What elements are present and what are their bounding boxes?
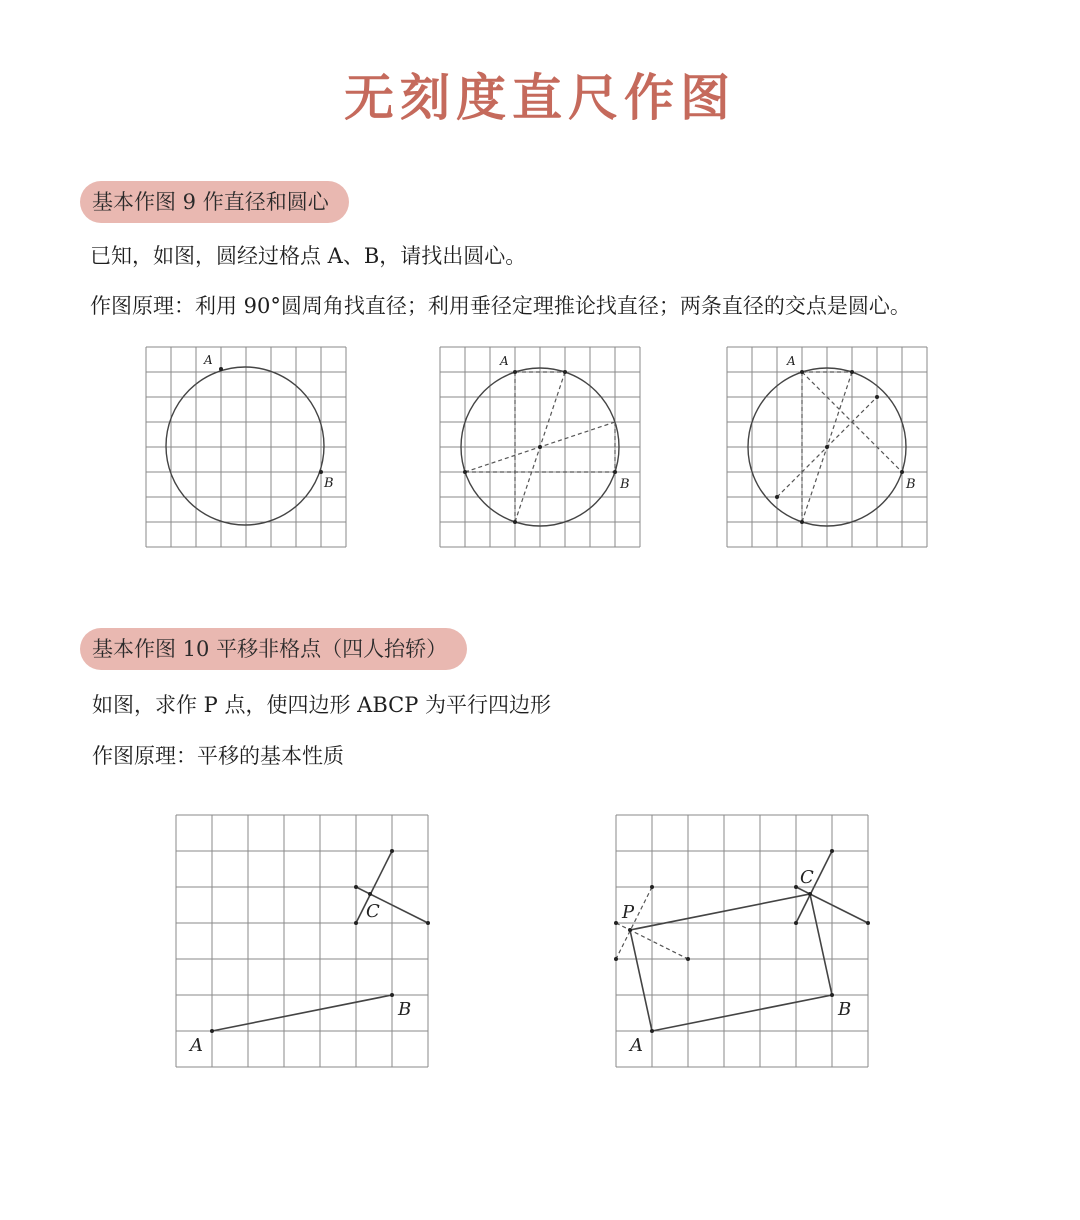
figure-10-2-point-a [650,1029,654,1033]
section-9-badge: 基本作图 9 作直径和圆心 [80,181,349,223]
figure-10-2-point-c-4 [866,921,870,925]
figure-10-1-segment-ab [212,995,392,1031]
figure-10-2-point-c [808,892,812,896]
figure-10-2-label-p: P [622,902,635,923]
figure-10-2-grid [616,815,868,1067]
figure-10-1-point-c-1 [390,849,394,853]
figure-10-2-point-c-1 [830,849,834,853]
figure-9-1-label-b: B [324,476,334,491]
figure-10-1-label-b: B [398,999,412,1020]
figure-9-3-point-bottom [800,520,804,524]
figure-10-2-point-p [628,928,632,932]
figure-10-1 [176,815,432,1071]
figure-9-3-point-a [800,370,804,374]
figure-9-1-grid [146,347,346,547]
figure-9-1 [146,347,350,551]
figure-10-2-point-p-2 [614,957,618,961]
section-9-statement: 已知，如图，圆经过格点 A、B，请找出圆心。 [90,244,527,268]
figure-10-1-point-c-2 [354,921,358,925]
figure-10-2-point-b [830,993,834,997]
figure-9-3-point-b [900,470,904,474]
figure-10-2-point-c-3 [794,885,798,889]
figure-10-1-point-c-3 [354,885,358,889]
section-10-badge: 基本作图 10 平移非格点（四人抬轿） [80,628,467,670]
figure-9-2-point-b [613,470,617,474]
figure-9-1-label-a: A [204,353,213,367]
figure-10-2 [616,815,872,1071]
figure-9-3-point-left [775,495,779,499]
figure-9-2-point-left [463,470,467,474]
figure-9-2-label-b: B [620,477,630,492]
figure-10-2-label-a: A [630,1035,643,1056]
figure-10-1-label-a: A [190,1035,203,1056]
section-10-principle: 作图原理：平移的基本性质 [92,744,344,768]
figure-10-2-point-p-3 [614,921,618,925]
figure-9-3-point-top-right [850,370,854,374]
figure-10-1-point-b [390,993,394,997]
figure-9-1-point-a [219,367,223,371]
figure-9-2-point-top-right [563,370,567,374]
figure-10-1-label-c: C [366,901,380,922]
section-9-principle: 作图原理：利用 90°圆周角找直径；利用垂径定理推论找直径；两条直径的交点是圆心。 [90,294,911,318]
figure-9-1-circle [166,367,324,525]
figure-10-2-point-p-1 [650,885,654,889]
figure-9-3 [727,347,931,551]
figure-10-2-label-b: B [838,999,852,1020]
figure-9-1-point-b [319,470,323,474]
figure-10-2-parallelogram [630,894,832,1031]
figure-9-2 [440,347,644,551]
figure-9-3-center [825,445,829,449]
figure-10-1-point-c [368,892,372,896]
figure-9-3-label-b: B [906,477,916,492]
figure-10-1-point-a [210,1029,214,1033]
section-10-statement: 如图，求作 P 点，使四边形 ABCP 为平行四边形 [92,693,552,717]
figure-10-2-point-c-2 [794,921,798,925]
figure-9-3-label-a: A [787,354,796,368]
figure-10-1-point-c-4 [426,921,430,925]
figure-9-2-point-bottom [513,520,517,524]
figure-9-3-point-mid-right [875,395,879,399]
figure-9-2-label-a: A [500,354,509,368]
figure-9-2-center [538,445,542,449]
page-title: 无刻度直尺作图 [344,68,736,127]
figure-10-1-grid [176,815,428,1067]
figure-10-2-label-c: C [800,867,814,888]
figure-10-2-point-p-4 [686,957,690,961]
figure-9-2-point-a [513,370,517,374]
